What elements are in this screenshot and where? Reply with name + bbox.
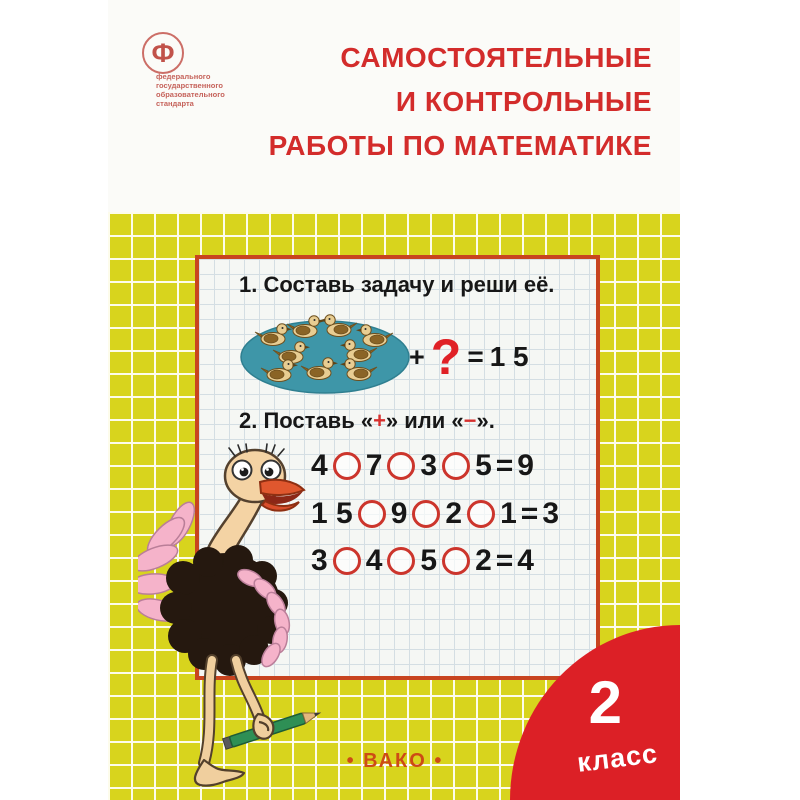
plus-sign: + [409, 341, 425, 372]
title-line-2: И КОНТРОЛЬНЫЕ [395, 86, 652, 117]
term: 5 [475, 449, 492, 482]
equals-sign: = [495, 544, 514, 577]
answer-circle [387, 547, 415, 575]
equation-row [309, 449, 536, 483]
equals-sign: = [495, 449, 514, 482]
result-value: 3 [542, 497, 559, 530]
minus-sign: − [463, 408, 477, 433]
task1-expression [409, 331, 529, 383]
plus-sign: + [373, 408, 386, 433]
ostrich-illustration [138, 438, 328, 798]
term: 3 [420, 449, 438, 482]
equation-row [309, 497, 561, 531]
task1-heading: 1. Составь задачу и реши её. [239, 272, 555, 297]
term: 1 5 [311, 497, 353, 530]
term: 5 [420, 544, 438, 577]
grade-label: класс [575, 738, 660, 778]
fgos-emblem-icon [142, 32, 184, 74]
fgos-text-line: стандарта [156, 99, 194, 108]
term: 1 [500, 497, 517, 530]
fgos-logo [140, 26, 250, 112]
answer-circle [442, 452, 470, 480]
task2-heading-middle: » или « [385, 408, 464, 433]
term: 4 [311, 449, 328, 482]
publisher-logo: • ВАКО • [346, 750, 444, 772]
term: 7 [365, 449, 383, 482]
answer-circle [412, 500, 440, 528]
equation-row [309, 544, 536, 578]
answer-circle [387, 452, 415, 480]
task2-heading-suffix: ». [476, 408, 495, 433]
fgos-text [156, 72, 225, 108]
answer-circle [333, 547, 361, 575]
result-value: 1 5 [489, 341, 529, 372]
answer-circle [358, 500, 386, 528]
ducks-pond-illustration [239, 311, 411, 397]
term: 2 [475, 544, 492, 577]
task2-heading-prefix: 2. Поставь « [239, 408, 374, 433]
title-line-3: РАБОТЫ ПО МАТЕМАТИКЕ [268, 130, 652, 161]
task2-heading [239, 408, 495, 434]
result-value: 4 [517, 544, 534, 577]
answer-circle [467, 500, 495, 528]
equals-sign: = [467, 341, 484, 372]
term: 3 [311, 544, 328, 577]
result-value: 9 [517, 449, 534, 482]
book-cover [108, 0, 680, 800]
ostrich-beak [260, 480, 304, 511]
cover-header [108, 0, 680, 212]
grade-number: 2 [588, 669, 622, 736]
book-title [269, 36, 652, 168]
term: 4 [365, 544, 383, 577]
answer-circle [333, 452, 361, 480]
fgos-text-line: образовательного [156, 90, 225, 99]
term: 2 [445, 497, 463, 530]
unknown-question-mark: ? [430, 329, 462, 385]
fgos-symbol: Ф [151, 38, 175, 68]
term: 9 [390, 497, 408, 530]
answer-circle [442, 547, 470, 575]
fgos-text-line: федерального [156, 72, 211, 81]
title-line-1: САМОСТОЯТЕЛЬНЫЕ [340, 42, 652, 73]
equals-sign: = [520, 497, 539, 530]
fgos-text-line: государственного [156, 81, 223, 90]
